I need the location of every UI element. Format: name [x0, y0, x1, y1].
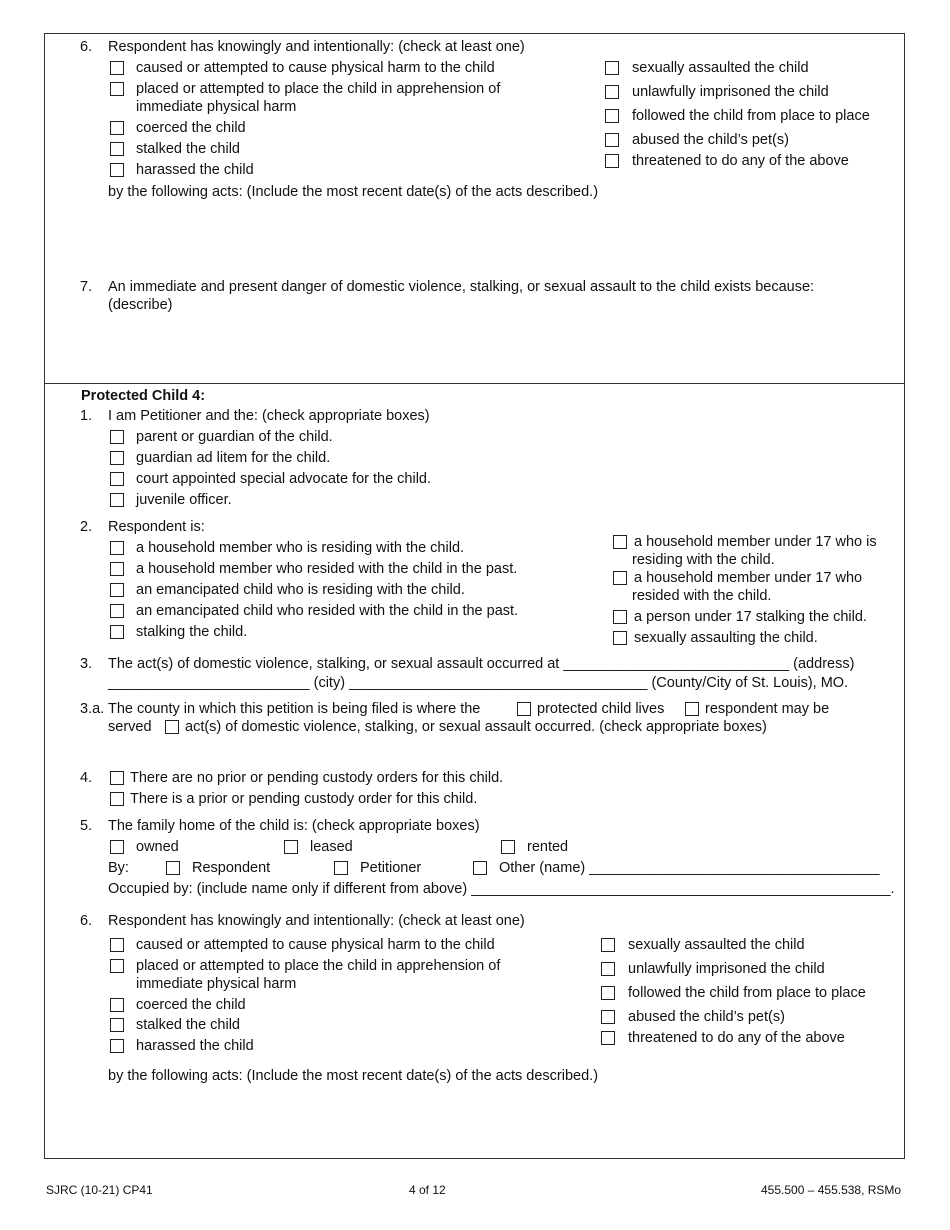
option-label: There are no prior or pending custody orders for this child. [130, 770, 504, 786]
option-label: a household member under 17 who is [634, 534, 877, 550]
option-label: coerced the child [136, 120, 246, 136]
option-label: harassed the child [136, 1038, 254, 1054]
checkbox[interactable] [613, 610, 627, 624]
item-heading: Respondent has knowingly and intentionally: (check at least one) [108, 39, 525, 55]
checkbox[interactable] [601, 1010, 615, 1024]
option-label: an emancipated child who is residing with the child. [136, 582, 465, 598]
option-label: There is a prior or pending custody order for this child. [130, 791, 478, 807]
option-label: stalked the child [136, 141, 240, 157]
city-county-line[interactable]: _________________________ (city) _____________________________________ (County/City of St. Louis), MO. [108, 675, 849, 691]
option-label: caused or attempted to cause physical harm to the child [136, 60, 495, 76]
section-heading: Protected Child 4: [81, 388, 206, 404]
option-label: juvenile officer. [136, 492, 232, 508]
checkbox[interactable] [110, 959, 124, 973]
option-label: threatened to do any of the above [632, 153, 849, 169]
item-heading: Respondent is: [108, 519, 205, 535]
option-label: rented [527, 839, 569, 855]
danger-statement: An immediate and present danger of domestic violence, stalking, or sexual assault to the child exists because: [108, 279, 815, 295]
item-number: 4. [80, 770, 93, 786]
checkbox[interactable] [110, 142, 124, 156]
option-label: a household member who resided with the child in the past. [136, 561, 518, 577]
checkbox[interactable] [601, 1031, 615, 1045]
option-label: protected child lives [537, 701, 665, 717]
option-label: harassed the child [136, 162, 254, 178]
acts-instruction: by the following acts: (Include the most recent date(s) of the acts described.) [108, 1068, 599, 1084]
item-number: 1. [80, 408, 93, 424]
checkbox[interactable] [685, 702, 699, 716]
checkbox[interactable] [601, 986, 615, 1000]
option-label: Petitioner [360, 860, 422, 876]
checkbox[interactable] [517, 702, 531, 716]
checkbox[interactable] [110, 938, 124, 952]
option-label: court appointed special advocate for the child. [136, 471, 432, 487]
county-statement: served [108, 719, 152, 735]
option-label: sexually assaulting the child. [634, 630, 818, 646]
checkbox[interactable] [110, 840, 124, 854]
by-label: By: [108, 860, 129, 876]
checkbox[interactable] [110, 121, 124, 135]
option-label: placed or attempted to place the child in apprehension of [136, 958, 501, 974]
checkbox[interactable] [110, 82, 124, 96]
option-label: immediate physical harm [136, 99, 297, 115]
checkbox[interactable] [601, 962, 615, 976]
checkbox[interactable] [110, 625, 124, 639]
option-label: caused or attempted to cause physical harm to the child [136, 937, 495, 953]
option-label: parent or guardian of the child. [136, 429, 333, 445]
page-number: 4 of 12 [409, 1183, 446, 1197]
item-number: 3. [80, 656, 93, 672]
option-label: respondent may be [705, 701, 830, 717]
checkbox[interactable] [165, 720, 179, 734]
checkbox[interactable] [613, 535, 627, 549]
option-label: sexually assaulted the child [632, 60, 809, 76]
section-divider [44, 383, 905, 384]
checkbox[interactable] [110, 771, 124, 785]
option-label: abused the child’s pet(s) [628, 1009, 785, 1025]
option-label: resided with the child. [632, 588, 772, 604]
item-heading: Respondent has knowingly and intentionally: (check at least one) [108, 913, 525, 929]
checkbox[interactable] [110, 163, 124, 177]
option-label: followed the child from place to place [628, 985, 866, 1001]
checkbox[interactable] [110, 583, 124, 597]
checkbox[interactable] [110, 61, 124, 75]
item-heading: The family home of the child is: (check appropriate boxes) [108, 818, 480, 834]
checkbox[interactable] [605, 154, 619, 168]
checkbox[interactable] [110, 451, 124, 465]
item-number: 7. [80, 279, 93, 295]
checkbox[interactable] [605, 133, 619, 147]
checkbox[interactable] [110, 430, 124, 444]
statute-reference: 455.500 – 455.538, RSMo [761, 1183, 902, 1197]
option-label: unlawfully imprisoned the child [632, 84, 829, 100]
checkbox[interactable] [166, 861, 180, 875]
checkbox[interactable] [613, 571, 627, 585]
option-label: an emancipated child who resided with the child in the past. [136, 603, 519, 619]
checkbox[interactable] [613, 631, 627, 645]
danger-statement: (describe) [108, 297, 173, 313]
item-number: 5. [80, 818, 93, 834]
checkbox[interactable] [110, 1018, 124, 1032]
checkbox[interactable] [501, 840, 515, 854]
option-label: a household member who is residing with the child. [136, 540, 465, 556]
option-label: a person under 17 stalking the child. [634, 609, 867, 625]
option-label: stalking the child. [136, 624, 248, 640]
item-heading: I am Petitioner and the: (check appropriate boxes) [108, 408, 430, 424]
checkbox[interactable] [601, 938, 615, 952]
item-number: 6. [80, 913, 93, 929]
option-label: stalked the child [136, 1017, 240, 1033]
option-label: sexually assaulted the child [628, 937, 805, 953]
option-label: leased [310, 839, 353, 855]
option-label: unlawfully imprisoned the child [628, 961, 825, 977]
item-number: 6. [80, 39, 93, 55]
county-statement: The county in which this petition is being filed is where the [108, 701, 481, 717]
option-label: immediate physical harm [136, 976, 297, 992]
option-label: a household member under 17 who [634, 570, 863, 586]
acts-instruction: by the following acts: (Include the most recent date(s) of the acts described.) [108, 184, 599, 200]
checkbox[interactable] [473, 861, 487, 875]
checkbox[interactable] [334, 861, 348, 875]
checkbox[interactable] [110, 792, 124, 806]
checkbox[interactable] [110, 493, 124, 507]
item-number: 3.a. [80, 701, 105, 717]
checkbox[interactable] [110, 998, 124, 1012]
option-label[interactable]: Other (name) ____________________________________ [499, 860, 880, 876]
checkbox[interactable] [605, 109, 619, 123]
address-line[interactable]: The act(s) of domestic violence, stalking, or sexual assault occurred at ____________________________ (address) [108, 656, 855, 672]
option-label: owned [136, 839, 179, 855]
option-label: residing with the child. [632, 552, 775, 568]
checkbox[interactable] [605, 61, 619, 75]
checkbox[interactable] [110, 472, 124, 486]
checkbox[interactable] [110, 541, 124, 555]
option-label: placed or attempted to place the child in apprehension of [136, 81, 501, 97]
occupied-by-line[interactable]: Occupied by: (include name only if different from above) ____________________________________________________. [108, 881, 895, 897]
option-label: threatened to do any of the above [628, 1030, 845, 1046]
form-id: SJRC (10-21) CP41 [46, 1183, 153, 1197]
checkbox[interactable] [284, 840, 298, 854]
checkbox[interactable] [110, 604, 124, 618]
option-label: followed the child from place to place [632, 108, 870, 124]
item-number: 2. [80, 519, 93, 535]
option-label: guardian ad litem for the child. [136, 450, 331, 466]
option-label: abused the child’s pet(s) [632, 132, 789, 148]
checkbox[interactable] [110, 1039, 124, 1053]
checkbox[interactable] [605, 85, 619, 99]
option-label: Respondent [192, 860, 271, 876]
checkbox[interactable] [110, 562, 124, 576]
option-label: act(s) of domestic violence, stalking, or sexual assault occurred. (check appropriate boxes) [185, 719, 767, 735]
option-label: coerced the child [136, 997, 246, 1013]
